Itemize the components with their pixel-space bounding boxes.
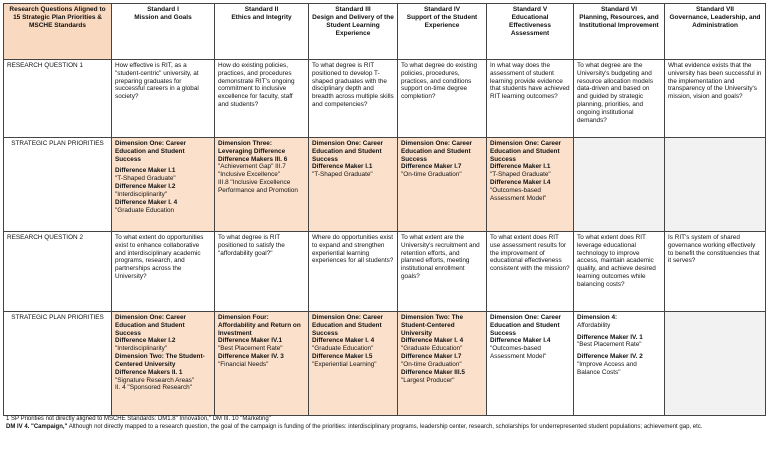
priority-text: "On-time Graduation": [401, 171, 462, 179]
priority-heading: Difference Maker I. 4: [312, 337, 375, 345]
priority-heading: Dimension Three: Leveraging Difference: [218, 140, 286, 155]
priority-text: "Graduate Education": [401, 345, 463, 353]
sp2-cell: [574, 312, 665, 416]
priority-heading: Dimension One: Career Education and Student Success: [490, 314, 562, 337]
priority-heading: Difference Maker IV. 3: [218, 353, 284, 361]
strategic-plan-row-2: [4, 312, 766, 416]
row-label-sp1: STRATEGIC PLAN PRIORITIES: [4, 138, 112, 232]
standard-header-4: [398, 4, 487, 60]
standard-number: Standard I: [147, 6, 179, 13]
rq2-cell: Where do opportunities exist to expand and strengthen experiential learning experiences for all students?: [309, 232, 398, 312]
priority-heading: Difference Maker I.7: [401, 353, 462, 361]
rq1-cell: To what degree is RIT positioned to develop T-shaped graduates with the disciplinary depth and breadth across multiple skills and competencies?: [309, 60, 398, 138]
priority-heading: Difference Makers II. 1: [115, 368, 183, 376]
priority-text: "Largest Producer": [401, 376, 455, 384]
priority-text: "Improve Access and Balance Costs": [577, 361, 637, 376]
rq2-cell: To what extent does RIT leverage educational technology to improve access, maintain academic quality, and achieve desired learning outcomes while balancing costs?: [574, 232, 665, 312]
priority-heading: Difference Maker IV.1: [218, 337, 283, 345]
standard-header-2: [215, 4, 309, 60]
standard-name: Educational Effectiveness Assessment: [509, 13, 551, 37]
standard-name: Support of the Student Experience: [406, 13, 478, 29]
rq2-cell: To what degree is RIT positioned to satisfy the "affordability goal?": [215, 232, 309, 312]
priority-text: "Financial Needs": [218, 360, 269, 368]
rq1-cell: To what degree are the University's budgeting and resource allocation models data-driven and based on and guided by strategic planning, priorities, and ongoing institutional demands?: [574, 60, 665, 138]
standard-number: Standard VII: [696, 6, 734, 13]
row-label-rq1: RESEARCH QUESTION 1: [4, 60, 112, 138]
priority-heading: Dimension One: Career Education and Student Success: [312, 314, 384, 337]
standard-number: Standard V: [512, 6, 548, 13]
footnote-2: [6, 424, 762, 432]
row-label-rq2: RESEARCH QUESTION 2: [4, 232, 112, 312]
standard-number: Standard IV: [423, 6, 461, 13]
priority-heading: Difference Maker I.1: [115, 167, 176, 175]
sp2-cell: [112, 312, 215, 416]
priority-heading: Dimension Two: The Student-Centered University: [115, 353, 205, 368]
priority-heading: Difference Maker III.5: [401, 368, 465, 376]
priority-text: "Interdisciplinarity": [115, 190, 168, 198]
sp2-cell: [487, 312, 574, 416]
priority-text: "Outcomes-based Assessment Model": [490, 186, 547, 202]
priority-text: III.8 "Inclusive Excellence Performance and Promotion: [218, 179, 298, 194]
rq1-cell: How effective is RIT, as a "student-centric" university, at preparing graduates for successful careers in a global society?: [112, 60, 215, 138]
sp1-cell: [398, 138, 487, 232]
priority-text: "Signature Research Areas": [115, 376, 195, 384]
priority-text: "Interdisciplinarity": [115, 345, 168, 353]
corner-header: Research Questions Aligned to 15 Strategic Plan Priorities & MSCHE Standards: [4, 4, 112, 60]
sp1-cell-empty: [574, 138, 665, 232]
standard-name: Planning, Resources, and Institutional Improvement: [579, 13, 659, 29]
priority-heading: Difference Maker I.1: [490, 163, 551, 171]
rq1-cell: In what way does the assessment of student learning provide evidence that students have achieved RIT learning outcomes?: [487, 60, 574, 138]
priority-heading: Dimension One: Career Education and Student Success: [115, 314, 187, 337]
standard-header-5: [487, 4, 574, 60]
sp1-cell-empty: [665, 138, 766, 232]
priority-heading: Difference Maker IV. 1: [577, 333, 643, 341]
sp1-cell: [487, 138, 574, 232]
rq2-cell: To what extent do opportunities exist to enhance collaborative and interdisciplinary academic programs, research, and partnerships across the University?: [112, 232, 215, 312]
footnote-2-lead: DM IV 4. "Campaign,": [6, 423, 68, 430]
rq2-cell: To what extent are the University's recruitment and retention efforts, and planned efforts, meeting institutional enrollment goals?: [398, 232, 487, 312]
standard-number: Standard III: [335, 6, 371, 13]
priority-heading: Dimension One: Career Education and Student Success: [115, 140, 187, 163]
priority-heading: Difference Maker IV. 2: [577, 353, 643, 361]
standard-number: Standard VI: [600, 6, 638, 13]
footnote-1: 1 SP Priorities not directly aligned to MSCHE Standards: DM1.8" Innovation," DM III. 10 "Marketing": [6, 416, 271, 422]
priority-heading: Dimension One: Career Education and Student Success: [490, 140, 562, 163]
priority-heading: Difference Makers III. 6: [218, 155, 288, 163]
standard-header-7: [665, 4, 766, 60]
standard-name: Design and Delivery of the Student Learning Experience: [312, 13, 394, 37]
priority-text: Affordability: [577, 321, 611, 329]
rq1-cell: How do existing policies, practices, and procedures demonstrate RIT's ongoing commitment to inclusive excellence for faculty, staff and students?: [215, 60, 309, 138]
standard-header-1: [112, 4, 215, 60]
priority-text: "Outcomes-based Assessment Model": [490, 345, 547, 361]
priority-heading: Difference Maker I.1: [312, 163, 373, 171]
sp1-cell: [309, 138, 398, 232]
footnote-2-text: Although not directly mapped to a research question, the goal of the campaign is funding of the priorities: interdisciplinary programs, leadership center, research, scholarships for underrepresented student populations; achievement gap, etc.: [67, 423, 703, 430]
priority-text: "Achievement Gap" III.7: [218, 163, 286, 171]
priority-heading: Dimension Two: The Student-Centered University: [401, 314, 464, 337]
priority-heading: Dimension One: Career Education and Student Success: [312, 140, 384, 163]
rq1-cell: What evidence exists that the university has been successful in the implementation and transparency of the University's mission, vision and goals?: [665, 60, 766, 138]
priority-heading: Difference Maker I. 4: [115, 198, 178, 206]
rq2-cell: Is RIT's system of shared governance working effectively to benefit the constituencies that it serves?: [665, 232, 766, 312]
strategic-plan-row-1: [4, 138, 766, 232]
standard-name: Governance, Leadership, and Administration: [669, 13, 761, 29]
priority-text: "On-time Graduation": [401, 360, 462, 368]
priority-text: "Graduate Education: [115, 206, 175, 214]
sp1-cell: [112, 138, 215, 232]
standard-header-3: [309, 4, 398, 60]
priority-heading: Difference Maker I.5: [312, 353, 373, 361]
priority-text: "Experiential Learning": [312, 360, 377, 368]
header-row: [4, 4, 766, 60]
priority-heading: Difference Maker I.4: [490, 337, 551, 345]
priority-heading: Difference Maker I.2: [115, 337, 176, 345]
rq2-cell: To what extent does RIT use assessment results for the improvement of educational effectiveness consistent with the mission?: [487, 232, 574, 312]
priority-heading: Difference Maker I.4: [490, 179, 551, 187]
research-question-2-row: [4, 232, 766, 312]
standard-header-6: [574, 4, 665, 60]
alignment-table: [3, 3, 766, 416]
sp2-cell: [215, 312, 309, 416]
priority-heading: Difference Maker I.2: [115, 183, 176, 191]
sp2-cell-empty: [665, 312, 766, 416]
priority-text: "T-Shaped Graduate": [312, 171, 373, 179]
priority-heading: Difference Maker I. 4: [401, 337, 464, 345]
priority-heading: Dimension One: Career Education and Student Success: [401, 140, 473, 163]
rq1-cell: To what degree do existing policies, procedures, practices, and conditions support on-time degree completion?: [398, 60, 487, 138]
priority-heading: Difference Maker I.7: [401, 163, 462, 171]
priority-text: "Best Placement Rate": [218, 345, 283, 353]
priority-text: "T-Shaped Graduate": [115, 175, 176, 183]
research-question-1-row: [4, 60, 766, 138]
priority-text: "Inclusive Excellence": [218, 171, 281, 179]
standard-number: Standard II: [244, 6, 279, 13]
priority-text: "T-Shaped Graduate": [490, 171, 551, 179]
priority-text: "Best Placement Rate": [577, 341, 642, 349]
footnotes: [6, 416, 762, 432]
priority-text: "Graduate Education": [312, 345, 374, 353]
priority-heading: Dimension 4:: [577, 314, 618, 321]
priority-text: II. 4 "Sponsored Research": [115, 384, 193, 392]
row-label-sp2: STRATEGIC PLAN PRIORITIES: [4, 312, 112, 416]
sp1-cell: [215, 138, 309, 232]
sp2-cell: [309, 312, 398, 416]
priority-heading: Dimension Four: Affordability and Return on Investment: [218, 314, 301, 337]
standard-name: Ethics and Integrity: [231, 13, 292, 21]
sp2-cell: [398, 312, 487, 416]
standard-name: Mission and Goals: [134, 13, 192, 21]
